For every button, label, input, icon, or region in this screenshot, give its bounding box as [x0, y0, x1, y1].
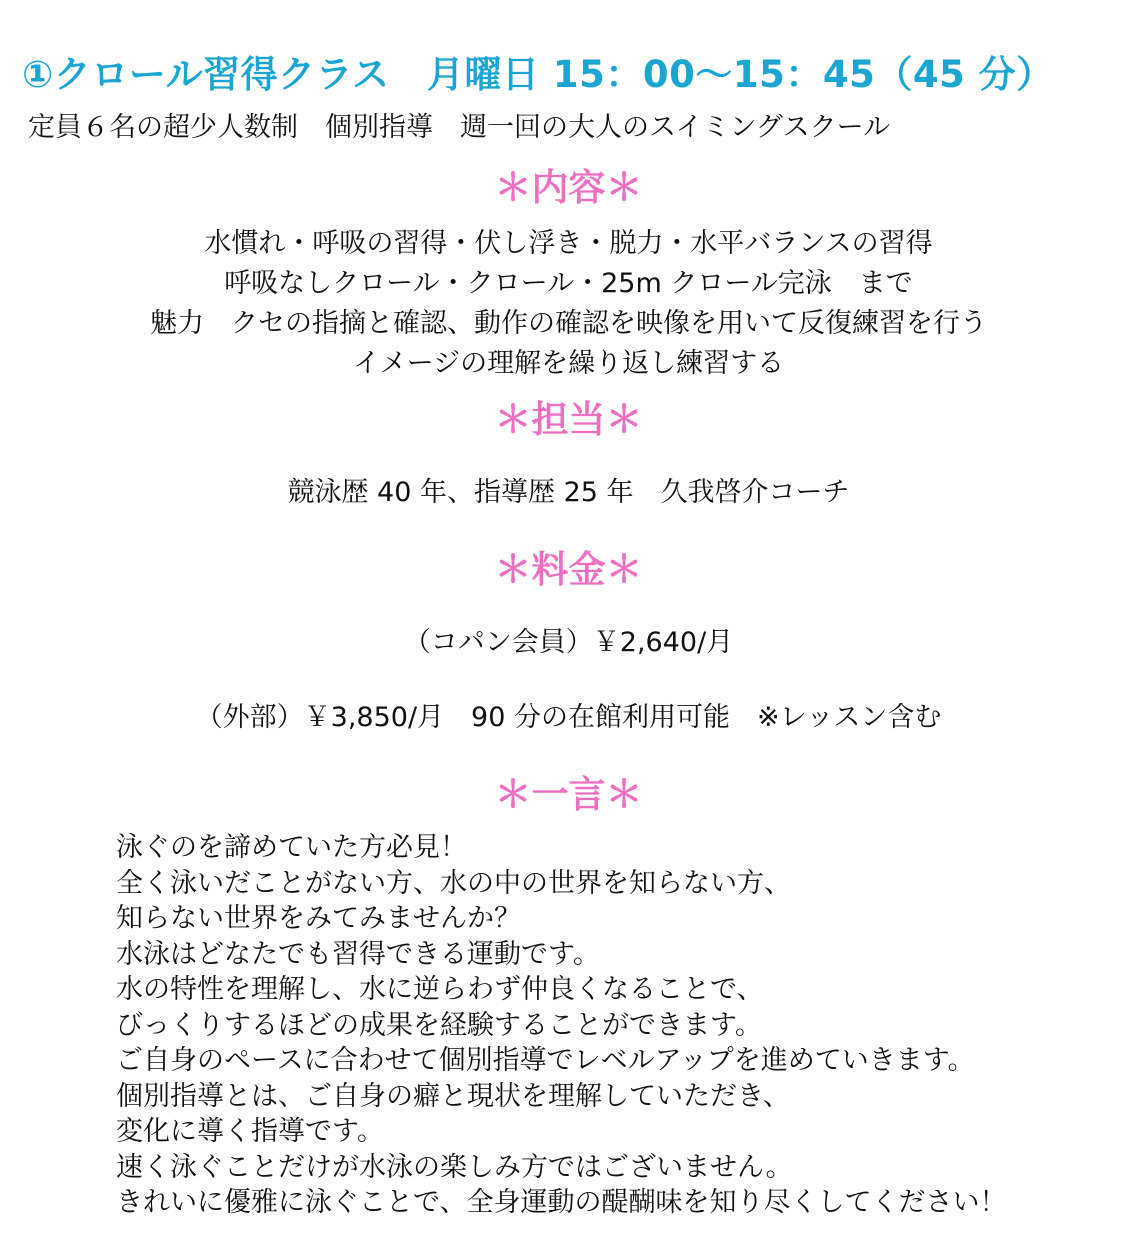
message-line: 知らない世界をみてみませんか？	[116, 903, 521, 934]
message-line: 変化に導く指導です。	[116, 1116, 384, 1147]
message-line: きれいに優雅に泳ぐことで、全身運動の醍醐味を知り尽くしてください！	[116, 1187, 1007, 1218]
instructor-heading: ＊担当＊	[494, 398, 643, 441]
fee-member: （コパン会員）￥2,640/月	[403, 627, 734, 658]
message-line: びっくりするほどの成果を経験することができます。	[116, 1009, 762, 1041]
content-lines	[0, 224, 1137, 384]
content-line: イメージの理解を繰り返し練習する	[352, 348, 785, 379]
message-body	[116, 830, 1006, 1221]
message-line: 速く泳ぐことだけが水泳の楽しみ方ではございません。	[116, 1151, 793, 1183]
message-line: 泳ぐのを諦めていた方必見！	[116, 832, 467, 863]
message-line: 個別指導とは、ご自身の癖と現状を理解していただき、	[116, 1080, 790, 1112]
instructor-text: 競泳歴 40 年、指導歴 25 年 久我啓介コーチ	[287, 477, 850, 508]
content-line: 呼吸なしクロール・クロール・25m クロール完泳 まで	[224, 268, 913, 299]
message-line: 水の特性を理解し、水に逆らわず仲良くなることで、	[116, 974, 764, 1005]
message-line: 全く泳いだことがない方、水の中の世界を知らない方、	[116, 867, 791, 899]
content-line: 水慣れ・呼吸の習得・伏し浮き・脱力・水平バランスの習得	[204, 228, 933, 259]
page-title: ①クロール習得クラス 月曜日 15：00〜15：45（45 分）	[22, 53, 1054, 96]
class-subtitle: 定員６名の超少人数制 個別指導 週一回の大人のスイミングスクール	[28, 112, 891, 143]
message-line: ご自身のペースに合わせて個別指導でレベルアップを進めていきます。	[116, 1045, 975, 1076]
content-heading: ＊内容＊	[494, 166, 643, 209]
fee-heading: ＊料金＊	[494, 548, 643, 591]
message-heading: ＊一言＊	[494, 773, 643, 816]
message-line: 水泳はどなたでも習得できる運動です。	[116, 938, 600, 970]
content-line: 魅力 クセの指摘と確認、動作の確認を映像を用いて反復練習を行う	[150, 308, 987, 339]
fee-external: （外部）￥3,850/月 90 分の在館利用可能 ※レッスン含む	[195, 702, 942, 733]
